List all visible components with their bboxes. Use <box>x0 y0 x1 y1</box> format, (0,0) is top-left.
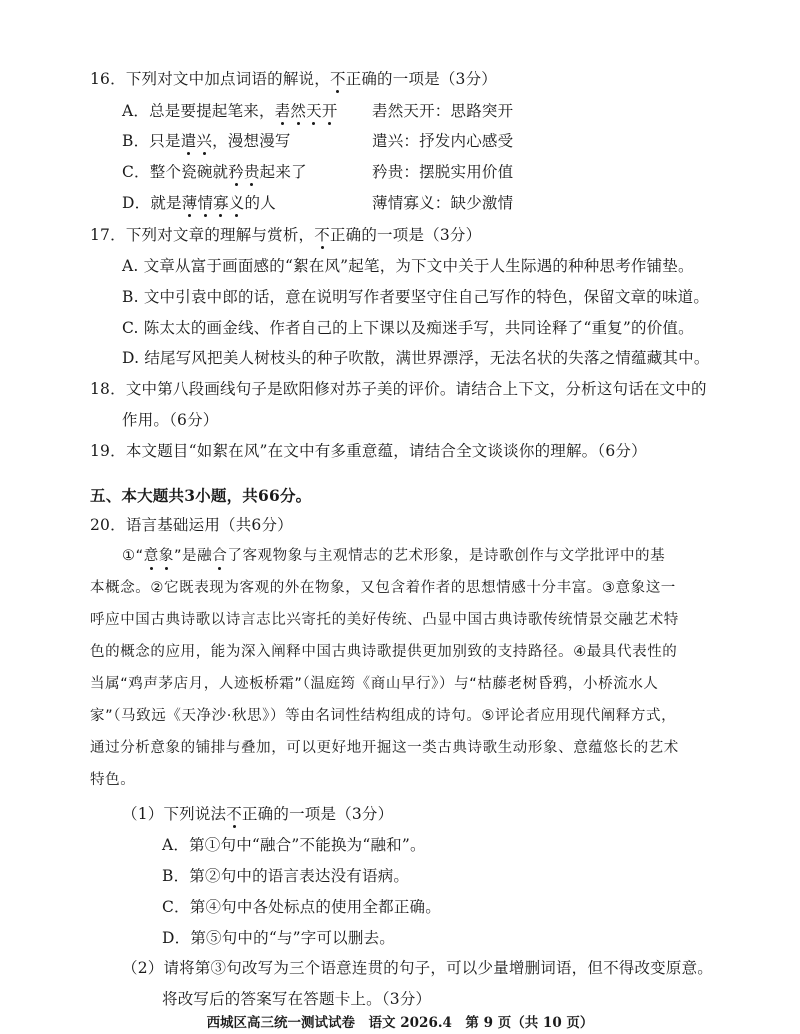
q17-option-c: C. 陈太太的画金线、作者自己的上下课以及痴迷手写，共同诠释了“重复”的价值。 <box>122 319 694 337</box>
q16-option-a: A．总是要提起笔来，砉然天开 <box>122 102 338 120</box>
q16-stem-score: 的一项是（3分） <box>377 70 498 88</box>
q16-option-a-marked: 砉然天开 <box>274 102 338 120</box>
q20-passage-line-2: 本概念。②它既表现为客观的外在物象，又包含着作者的思想情感十分丰富。③意象这一 <box>90 580 676 596</box>
q16-option-c-marked: 矜贵 <box>228 163 260 181</box>
q20-title: 20．语言基础运用（共6分） <box>90 516 293 534</box>
q16-option-c-gloss: 矜贵：摆脱实用价值 <box>372 163 514 181</box>
q20-passage-line-5: 当属“鸡声茅店月，人迹板桥霜”（温庭筠《商山早行》）与“枯藤老树昏鸦，小桥流水人 <box>90 676 659 692</box>
q20-sub2-line-1: （2）请将第③句改写为三个语意连贯的句子，可以少量增删词语，但不得改变原意。 <box>122 959 713 977</box>
q20-sub2-line-2: 将改写后的答案写在答题卡上。（3分） <box>162 990 432 1008</box>
q17-option-a: A. 文章从富于画面感的“絮在风”起笔，为下文中关于人生际遇的种种思考作铺垫。 <box>122 257 694 275</box>
q20-sub1-negation: 不正确 <box>226 805 274 823</box>
page-footer: 西城区高三统一测试试卷 语文 2026.4 第 9 页（共 10 页） <box>206 1015 594 1031</box>
q16-option-d-gloss: 薄情寡义：缺少激情 <box>372 194 514 212</box>
q18-line-2: 作用。（6分） <box>122 411 219 429</box>
q16-option-d-marked: 薄情寡义 <box>181 194 245 212</box>
q16-option-b-gloss: 遣兴：抒发内心感受 <box>372 132 514 150</box>
q20-passage-line-1: ①“意象”是融合了客观物象与主观情志的艺术形象，是诗歌创作与文学批评中的基 <box>122 545 665 567</box>
q20-sub1-option-c: C．第④句中各处标点的使用全都正确。 <box>162 898 441 916</box>
q16-option-b: B．只是遣兴，漫想漫写 <box>122 132 291 150</box>
q20-sub1-option-a: A．第①句中“融合”不能换为“融和”。 <box>162 836 426 854</box>
q20-sub1-stem: （1）下列说法不正确的一项是（3分） <box>122 805 394 823</box>
q18-line-1: 18．文中第八段画线句子是欧阳修对苏子美的评价。请结合上下文，分析这句话在文中的 <box>90 380 707 398</box>
q17-option-d: D. 结尾写风把美人树枝头的种子吹散，满世界漂浮，无法名状的失落之情蕴藏其中。 <box>122 349 710 367</box>
q20-passage-line-8: 特色。 <box>90 772 136 788</box>
q17-negation: 不正确 <box>314 226 362 244</box>
q20-sub1-option-d: D．第⑤句中的“与”字可以删去。 <box>162 929 395 947</box>
q16-option-a-gloss: 砉然天开：思路突开 <box>372 102 514 120</box>
q20-passage-line-3: 呼应中国古典诗歌以诗言志比兴寄托的美好传统、凸显中国古典诗歌传统情景交融艺术特 <box>90 612 679 628</box>
q17-option-b: B. 文中引袁中郎的话，意在说明写作者要坚守住自己写作的特色，保留文章的味道。 <box>122 288 710 306</box>
q16-stem-text: 16．下列对文中加点词语的解说， <box>90 70 330 88</box>
q16-stem <box>90 68 497 90</box>
q16-option-d: D．就是薄情寡义的人 <box>122 194 276 212</box>
q20-passage-line-4: 色的概念的应用，能为深入阐释中国古典诗歌提供更加别致的支持路径。④最具代表性的 <box>90 644 678 660</box>
q19-line-1: 19．本文题目“如絮在风”在文中有多重意蕴，请结合全文谈谈你的理解。（6分） <box>90 442 647 460</box>
section-5-heading: 五、本大题共3小题，共66分。 <box>90 486 312 505</box>
q20-sub1-option-b: B．第②句中的语言表达没有语病。 <box>162 867 410 885</box>
q17-stem: 17．下列对文章的理解与赏析，不正确的一项是（3分） <box>90 226 482 244</box>
q20-passage-line-6: 家”（马致远《天净沙·秋思》）等由名词性结构组成的诗句。⑤评论者应用现代阐释方式， <box>90 708 677 724</box>
q16-option-b-marked: 遣兴 <box>180 132 213 150</box>
q16-option-c: C．整个瓷碗就矜贵起来了 <box>122 163 307 181</box>
q16-negation: 不正确 <box>329 70 378 88</box>
q20-passage-line-7: 通过分析意象的铺排与叠加，可以更好地开掘这一类古典诗歌生动形象、意蕴悠长的艺术 <box>90 740 679 756</box>
